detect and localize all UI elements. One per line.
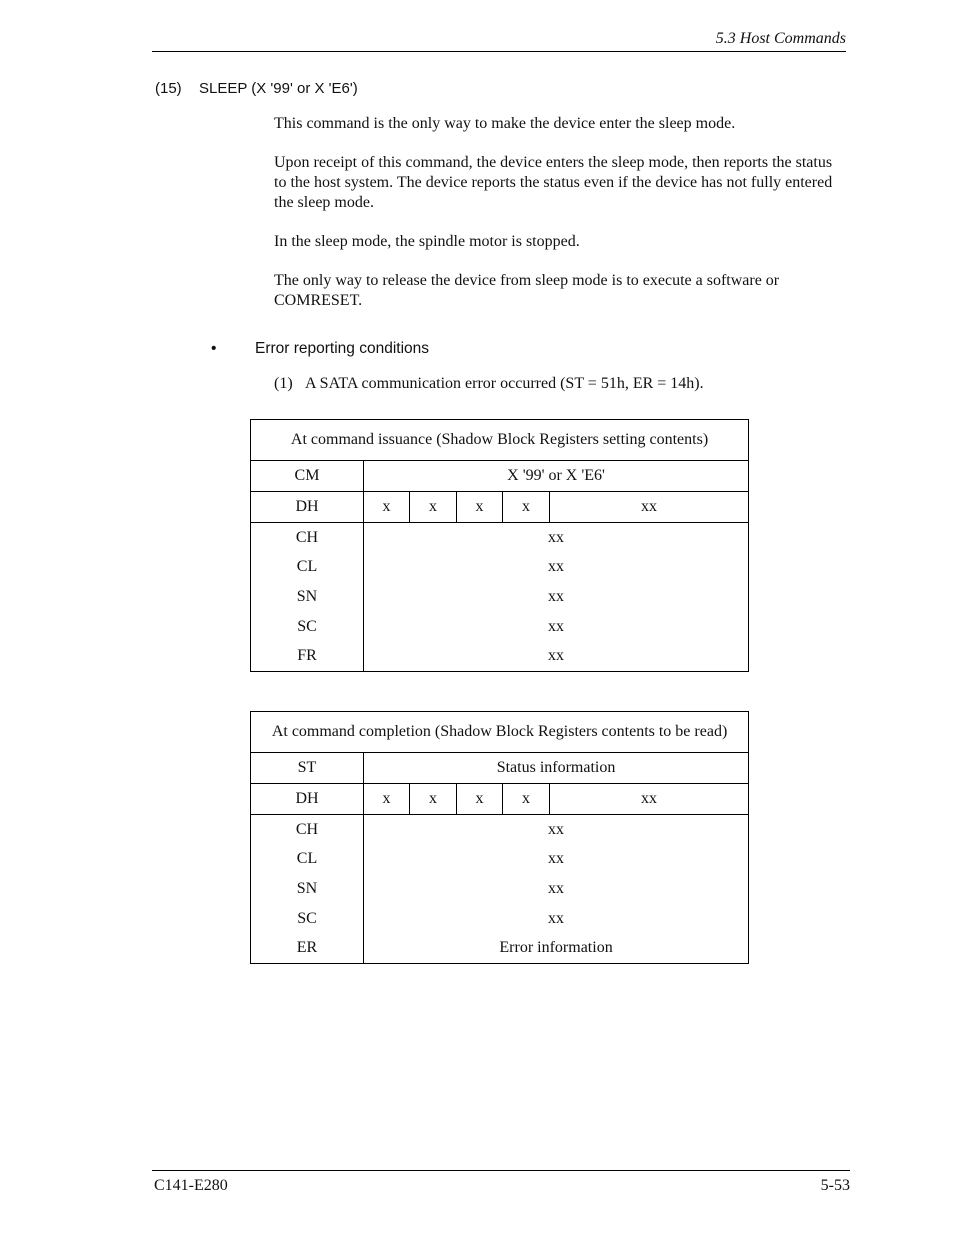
page-number: 5-53 bbox=[820, 1177, 850, 1194]
register-label: DH bbox=[251, 784, 364, 815]
section-title: SLEEP (X '99' or X 'E6') bbox=[199, 80, 358, 97]
register-label: SN bbox=[251, 582, 364, 612]
section-number: (15) bbox=[155, 80, 182, 97]
register-label: ST bbox=[251, 753, 364, 784]
issuance-register-table bbox=[250, 419, 749, 672]
completion-register-table bbox=[250, 711, 749, 964]
register-label: ER bbox=[251, 933, 364, 963]
register-label: DH bbox=[251, 492, 364, 523]
page-footer bbox=[152, 1170, 850, 1194]
register-label: CH bbox=[251, 523, 364, 553]
list-number: (1) bbox=[274, 375, 293, 392]
register-label: CM bbox=[251, 461, 364, 492]
register-label: CH bbox=[251, 815, 364, 845]
register-label: SN bbox=[251, 874, 364, 904]
paragraph-1: This command is the only way to make the device enter the sleep mode. bbox=[274, 115, 736, 132]
register-value: xx bbox=[364, 904, 749, 934]
register-label: SC bbox=[251, 612, 364, 642]
register-value: xx bbox=[364, 612, 749, 642]
register-value: xx bbox=[550, 492, 749, 523]
document-id: C141-E280 bbox=[154, 1177, 228, 1194]
bit-cell: x bbox=[503, 784, 550, 815]
list-item bbox=[274, 375, 704, 393]
register-value: xx bbox=[364, 815, 749, 845]
table-title: At command completion (Shadow Block Registers contents to be read) bbox=[251, 712, 749, 753]
register-value: xx bbox=[364, 523, 749, 553]
bullet-heading bbox=[211, 340, 429, 358]
bullet-text: Error reporting conditions bbox=[255, 340, 430, 357]
running-header: 5.3 Host Commands bbox=[152, 30, 846, 52]
bit-cell: x bbox=[457, 492, 503, 523]
register-value: xx bbox=[550, 784, 749, 815]
register-value: xx bbox=[364, 845, 749, 875]
register-value: xx bbox=[364, 582, 749, 612]
section-heading bbox=[155, 80, 358, 97]
register-value: xx bbox=[364, 641, 749, 671]
table-title: At command issuance (Shadow Block Registers setting contents) bbox=[251, 420, 749, 461]
bullet-icon: • bbox=[211, 340, 217, 357]
list-text: A SATA communication error occurred (ST = 51h, ER = 14h). bbox=[305, 375, 704, 392]
register-label: CL bbox=[251, 553, 364, 583]
register-value: X '99' or X 'E6' bbox=[364, 461, 749, 492]
register-value: xx bbox=[364, 874, 749, 904]
bit-cell: x bbox=[364, 492, 410, 523]
bit-cell: x bbox=[364, 784, 410, 815]
register-value: xx bbox=[364, 553, 749, 583]
paragraph-3: In the sleep mode, the spindle motor is stopped. bbox=[274, 233, 580, 250]
bit-cell: x bbox=[410, 492, 457, 523]
register-label: SC bbox=[251, 904, 364, 934]
bit-cell: x bbox=[410, 784, 457, 815]
bit-cell: x bbox=[457, 784, 503, 815]
register-label: FR bbox=[251, 641, 364, 671]
register-value: Error information bbox=[364, 933, 749, 963]
paragraph-4: The only way to release the device from sleep mode is to execute a software or COMRESET. bbox=[274, 272, 780, 309]
bit-cell: x bbox=[503, 492, 550, 523]
paragraph-2: Upon receipt of this command, the device enters the sleep mode, then reports the status to the host system. The device reports the status even if the device has not fully entered the sleep mode. bbox=[274, 154, 833, 211]
register-value: Status information bbox=[364, 753, 749, 784]
register-label: CL bbox=[251, 845, 364, 875]
